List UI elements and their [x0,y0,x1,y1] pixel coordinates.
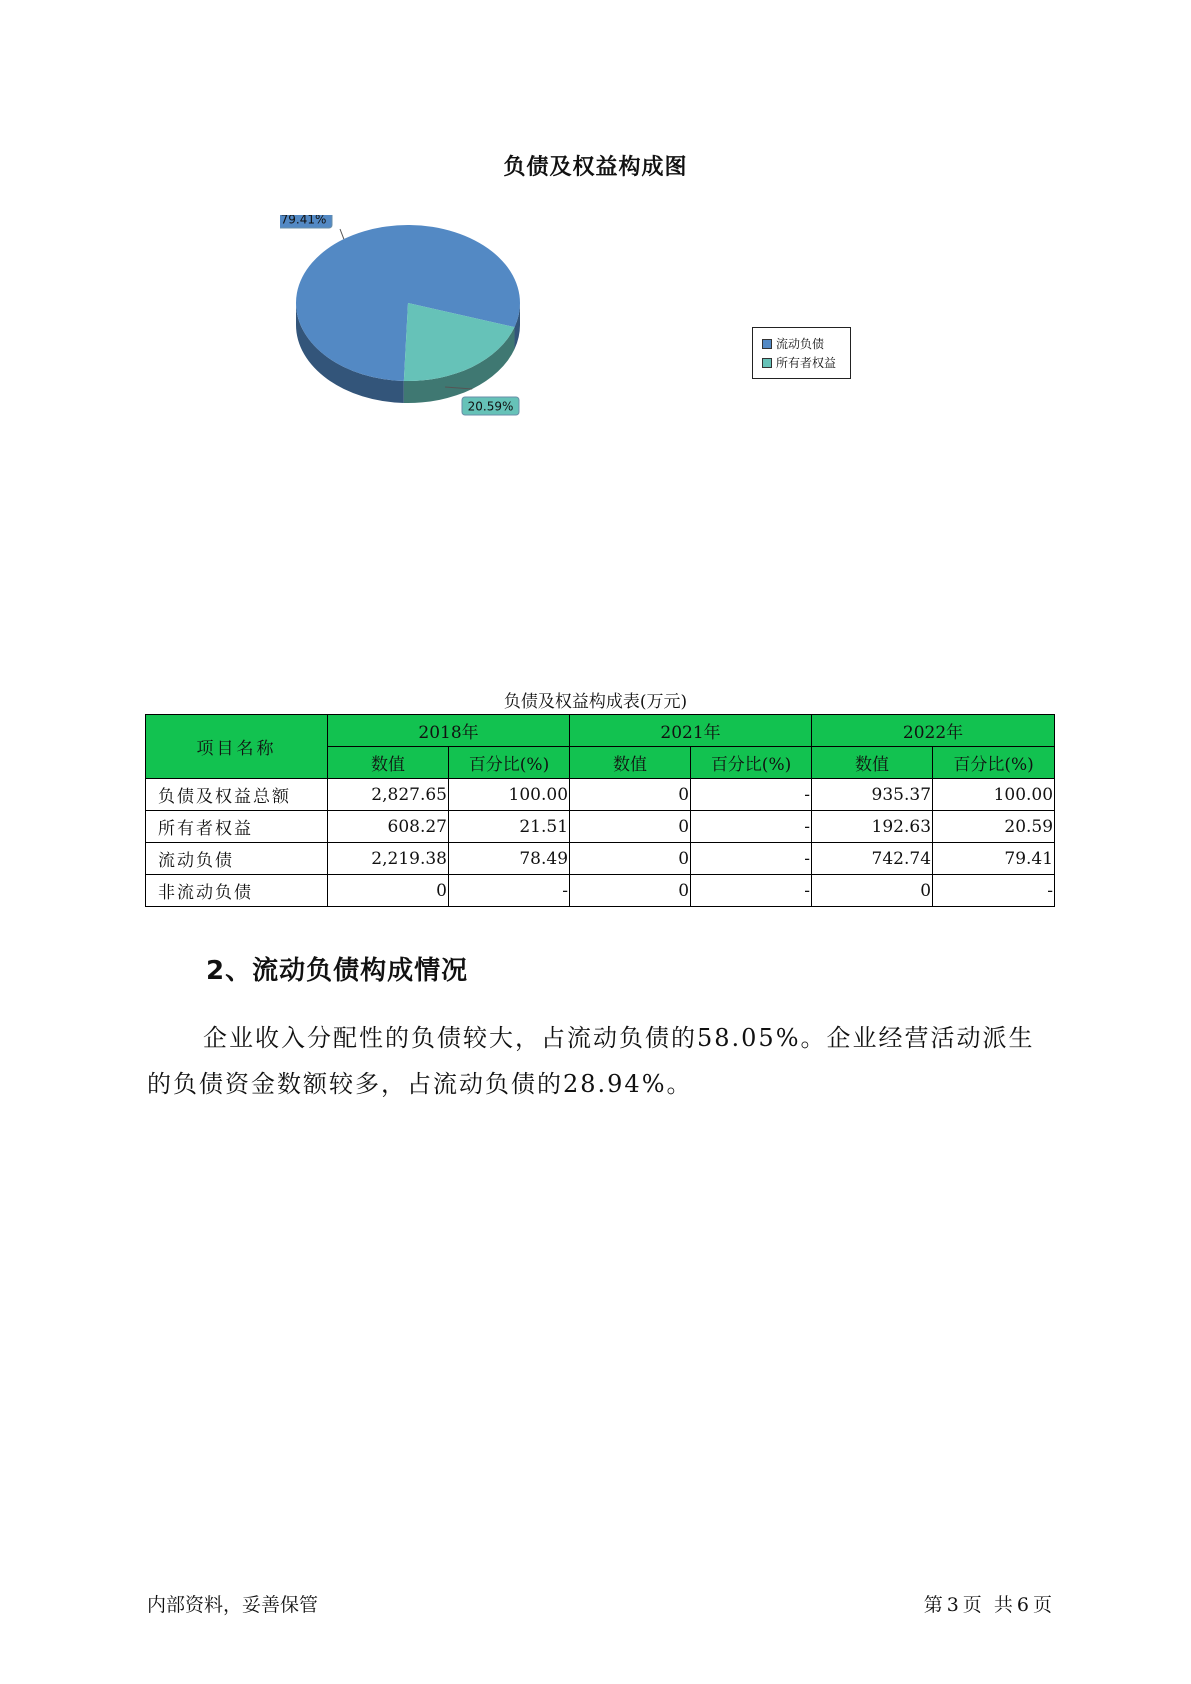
body-paragraph: 企业收入分配性的负债较大，占流动负债的58.05%。企业经营活动派生的负债资金数额较多，占流动负债的28.94%。 [147,1024,1035,1098]
table-cell: - [933,875,1055,907]
table-caption: 负债及权益构成表(万元) [503,692,688,712]
pie-data-label: 79.41% [280,215,327,227]
page-current: 3 [946,1594,959,1616]
header-value: 数值 [812,747,933,779]
header-year: 2018年 [328,715,570,747]
legend-label: 所有者权益 [776,356,837,370]
table-cell: 2,827.65 [328,779,449,811]
table-cell: 20.59 [933,811,1055,843]
page-suffix: 页 [1032,1594,1052,1616]
header-item-name: 项目名称 [146,715,328,779]
table-cell: 2,219.38 [328,843,449,875]
table-cell: 742.74 [812,843,933,875]
row-label: 负债及权益总额 [146,779,328,811]
table-cell: - [691,811,812,843]
page-total: 6 [1016,1594,1029,1616]
table-cell: 608.27 [328,811,449,843]
table-cell: 0 [328,875,449,907]
table-cell: 192.63 [812,811,933,843]
header-value: 数值 [328,747,449,779]
header-percent: 百分比(%) [691,747,812,779]
table-cell: 100.00 [449,779,570,811]
header-value: 数值 [570,747,691,779]
table-row [146,843,1055,875]
page-prefix: 第 [923,1594,943,1616]
table-cell: 79.41 [933,843,1055,875]
legend-label: 流动负债 [776,337,825,351]
equity-table [145,714,1055,907]
pie-data-label: 20.59% [467,399,514,414]
legend-item [753,334,850,353]
table-cell: 0 [570,811,691,843]
legend-swatch [762,339,772,349]
table-cell: 100.00 [933,779,1055,811]
table-cell: 21.51 [449,811,570,843]
table-cell: 0 [570,779,691,811]
chart-legend [752,327,851,379]
table-row [146,779,1055,811]
table-cell: 935.37 [812,779,933,811]
table-cell: 0 [570,875,691,907]
table-cell: - [691,843,812,875]
table-cell: 0 [570,843,691,875]
table-row [146,875,1055,907]
header-percent: 百分比(%) [933,747,1055,779]
row-label: 流动负债 [146,843,328,875]
pie-label-leader [340,229,344,239]
page-number [922,1590,1054,1617]
table-row [146,811,1055,843]
row-label: 所有者权益 [146,811,328,843]
header-year: 2021年 [570,715,812,747]
header-year: 2022年 [812,715,1055,747]
chart-title: 负债及权益构成图 [503,155,688,180]
footer-confidential: 内部资料，妥善保管 [147,1594,319,1616]
table-cell: - [691,779,812,811]
header-percent: 百分比(%) [449,747,570,779]
pie-chart [280,215,600,465]
section-heading: 2、流动负债构成情况 [206,956,469,986]
legend-item [753,353,850,372]
table-cell: 0 [812,875,933,907]
table-cell: - [449,875,570,907]
table-cell: - [691,875,812,907]
legend-swatch [762,358,772,368]
page-mid: 页 共 [962,1594,1013,1616]
row-label: 非流动负债 [146,875,328,907]
table-cell: 78.49 [449,843,570,875]
